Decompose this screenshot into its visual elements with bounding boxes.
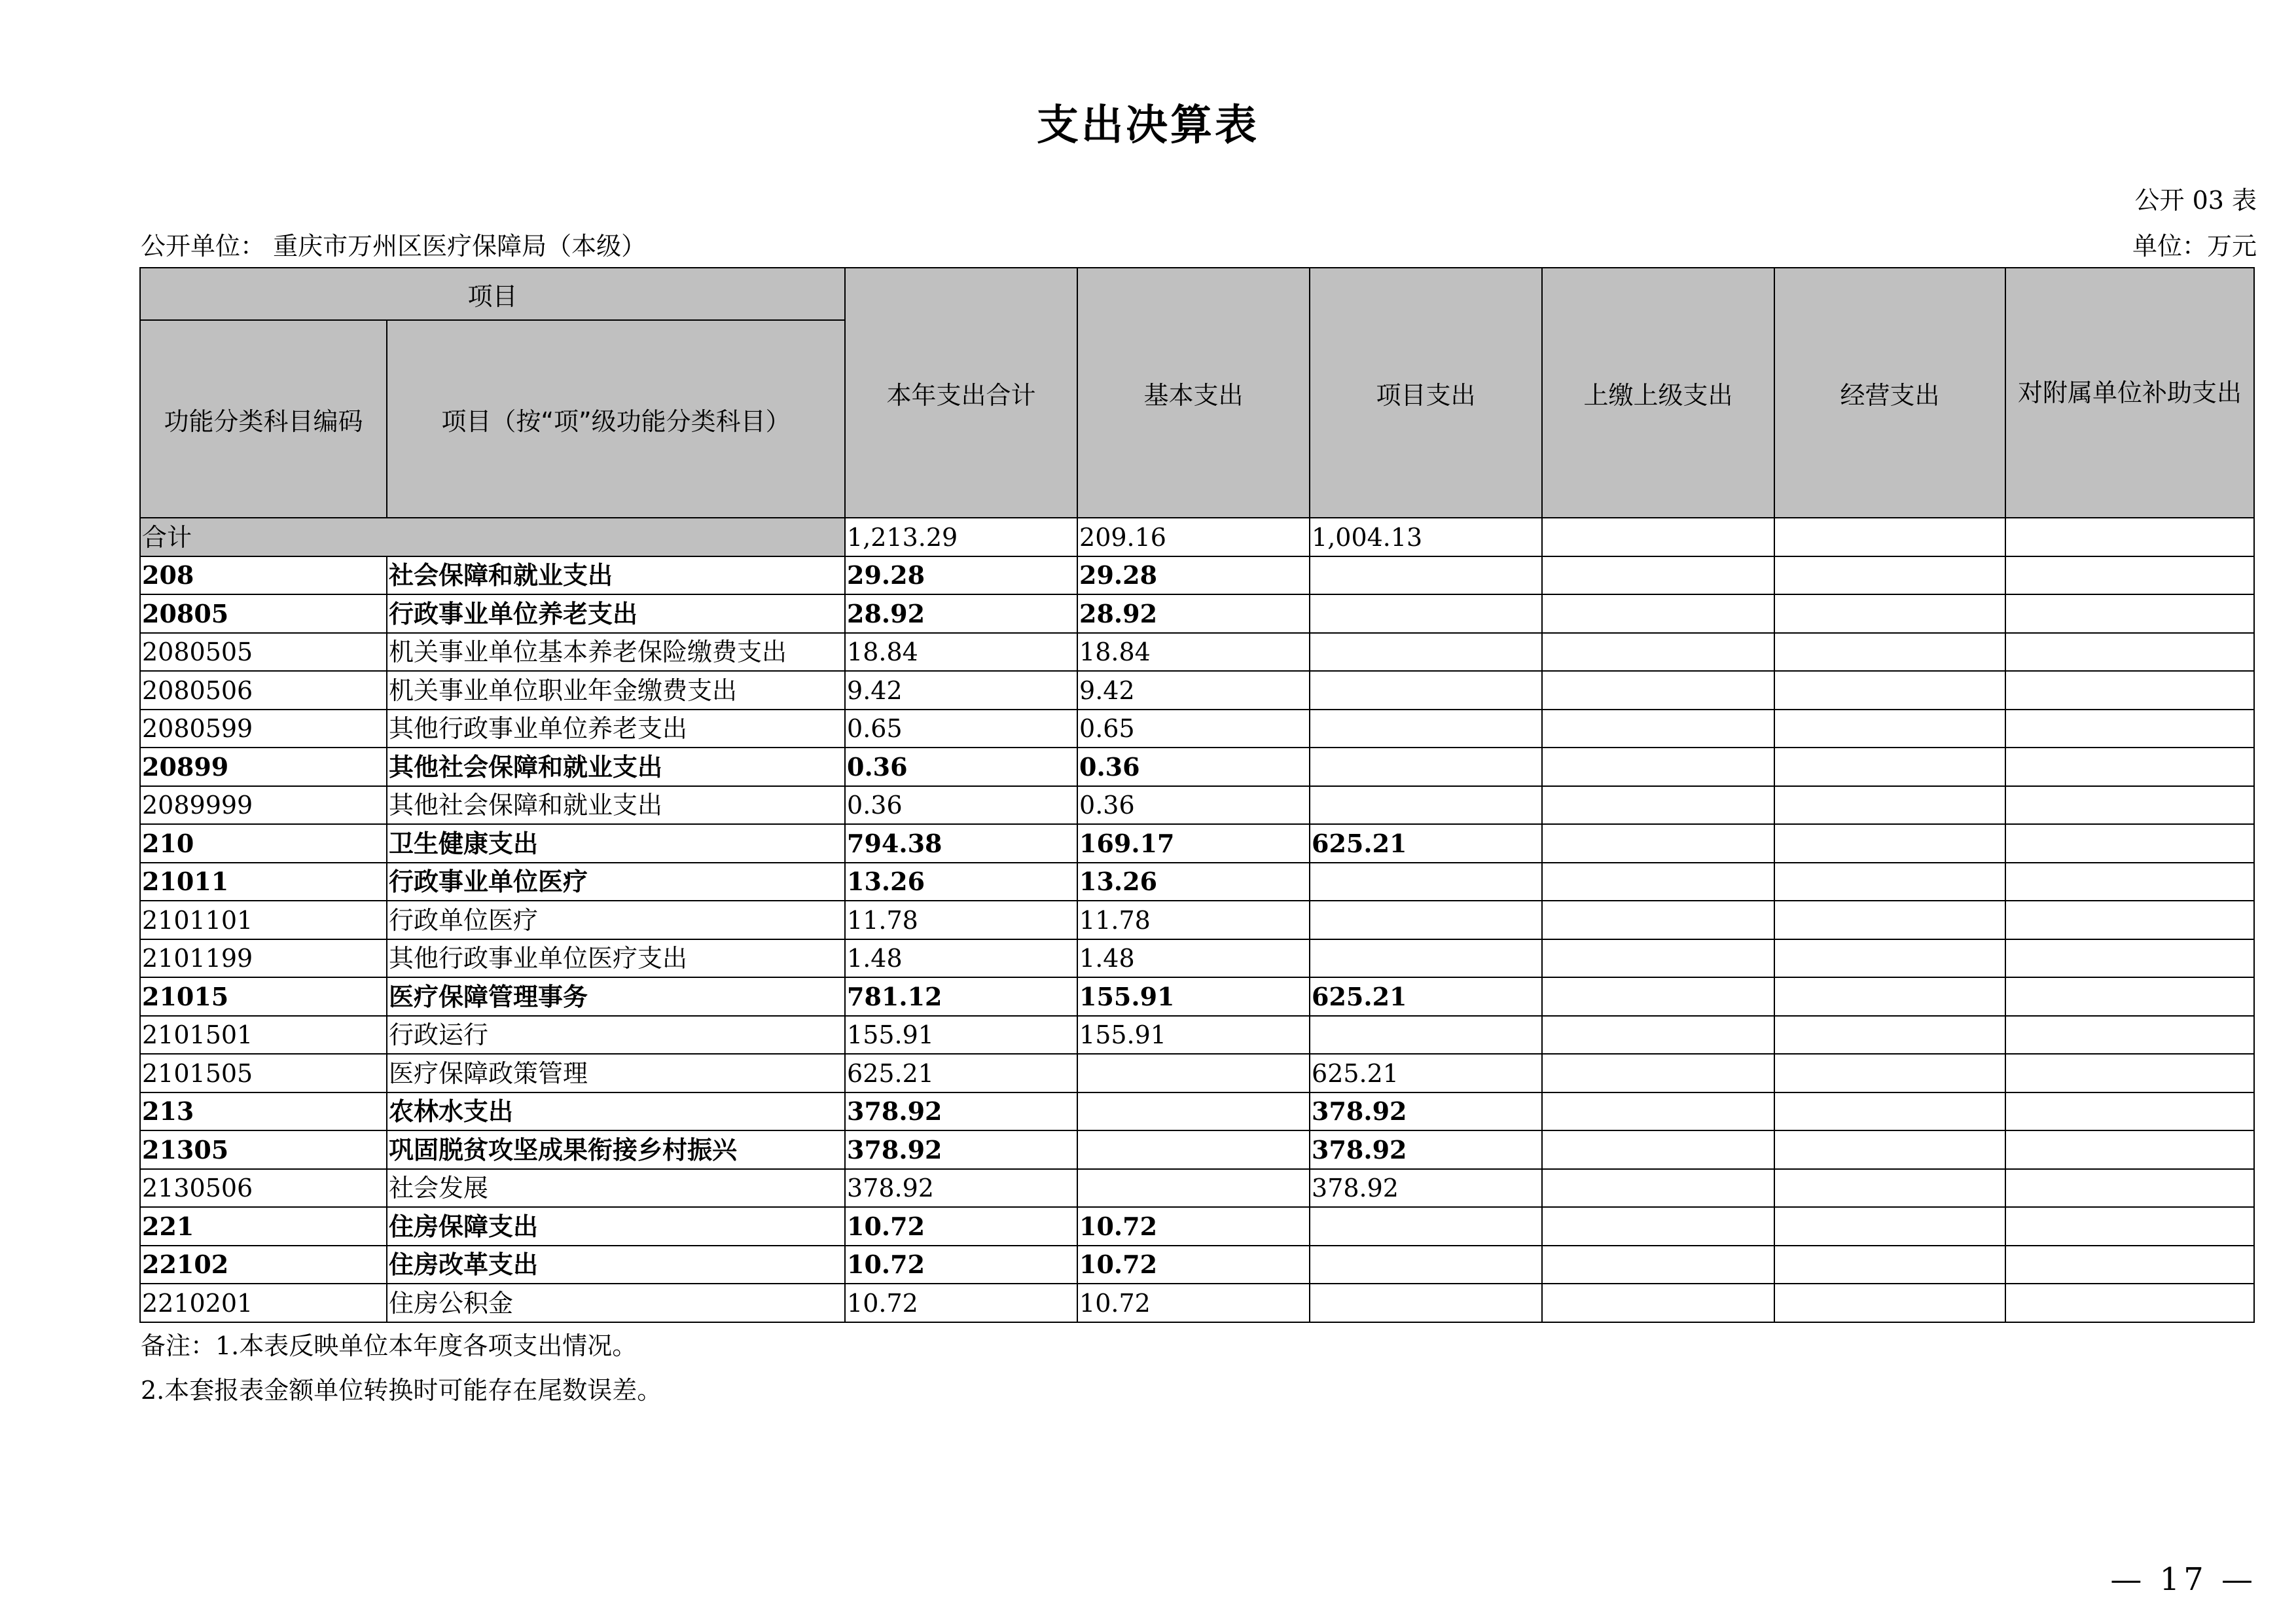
cell-name: 机关事业单位职业年金缴费支出 bbox=[387, 671, 845, 710]
cell-subsidy bbox=[2005, 556, 2254, 595]
cell-code: 21015 bbox=[140, 977, 387, 1016]
cell-basic: 155.91 bbox=[1077, 977, 1310, 1016]
cell-upper bbox=[1542, 786, 1774, 825]
cell-business bbox=[1774, 1246, 2005, 1284]
cell-project: 378.92 bbox=[1310, 1130, 1542, 1169]
cell-business bbox=[1774, 824, 2005, 863]
cell-total: 781.12 bbox=[845, 977, 1077, 1016]
cell-project bbox=[1310, 671, 1542, 710]
table-row bbox=[140, 1130, 2254, 1169]
cell-business bbox=[1774, 556, 2005, 595]
cell-project bbox=[1310, 1016, 1542, 1055]
cell-total: 28.92 bbox=[845, 594, 1077, 633]
cell-upper bbox=[1542, 901, 1774, 939]
cell-name: 住房保障支出 bbox=[387, 1207, 845, 1246]
cell-total: 1.48 bbox=[845, 939, 1077, 978]
header-total: 本年支出合计 bbox=[845, 268, 1077, 518]
total-subsidy bbox=[2005, 518, 2254, 556]
cell-code: 221 bbox=[140, 1207, 387, 1246]
cell-project bbox=[1310, 863, 1542, 901]
cell-name: 社会保障和就业支出 bbox=[387, 556, 845, 595]
cell-subsidy bbox=[2005, 671, 2254, 710]
cell-business bbox=[1774, 1169, 2005, 1208]
header-project: 项目 bbox=[140, 268, 845, 320]
cell-name: 其他社会保障和就业支出 bbox=[387, 786, 845, 825]
total-basic: 209.16 bbox=[1077, 518, 1310, 556]
cell-code: 2080599 bbox=[140, 710, 387, 748]
cell-basic: 169.17 bbox=[1077, 824, 1310, 863]
cell-subsidy bbox=[2005, 633, 2254, 672]
table-row bbox=[140, 1207, 2254, 1246]
header-subsidy: 对附属单位补助支出 bbox=[2005, 268, 2254, 518]
cell-code: 2101199 bbox=[140, 939, 387, 978]
cell-upper bbox=[1542, 977, 1774, 1016]
cell-total: 29.28 bbox=[845, 556, 1077, 595]
cell-code: 208 bbox=[140, 556, 387, 595]
cell-business bbox=[1774, 1284, 2005, 1322]
cell-upper bbox=[1542, 863, 1774, 901]
cell-basic: 13.26 bbox=[1077, 863, 1310, 901]
total-upper bbox=[1542, 518, 1774, 556]
cell-name: 住房改革支出 bbox=[387, 1246, 845, 1284]
cell-business bbox=[1774, 748, 2005, 786]
cell-subsidy bbox=[2005, 1246, 2254, 1284]
table-row bbox=[140, 710, 2254, 748]
cell-project: 378.92 bbox=[1310, 1092, 1542, 1131]
cell-upper bbox=[1542, 1016, 1774, 1055]
cell-name: 农林水支出 bbox=[387, 1092, 845, 1131]
page-title: 支出决算表 bbox=[1037, 101, 1259, 150]
table-row bbox=[140, 633, 2254, 672]
cell-total: 0.36 bbox=[845, 786, 1077, 825]
cell-name: 社会发展 bbox=[387, 1169, 845, 1208]
table-row bbox=[140, 901, 2254, 939]
cell-basic: 18.84 bbox=[1077, 633, 1310, 672]
cell-name: 行政单位医疗 bbox=[387, 901, 845, 939]
cell-basic: 0.36 bbox=[1077, 748, 1310, 786]
table-row bbox=[140, 1284, 2254, 1322]
cell-name: 巩固脱贫攻坚成果衔接乡村振兴 bbox=[387, 1130, 845, 1169]
cell-name: 医疗保障政策管理 bbox=[387, 1054, 845, 1092]
table-row bbox=[140, 671, 2254, 710]
note-1: 备注：1.本表反映单位本年度各项支出情况。 bbox=[141, 1331, 637, 1360]
header-business: 经营支出 bbox=[1774, 268, 2005, 518]
cell-total: 10.72 bbox=[845, 1246, 1077, 1284]
table-row bbox=[140, 977, 2254, 1016]
cell-project bbox=[1310, 901, 1542, 939]
cell-total: 10.72 bbox=[845, 1284, 1077, 1322]
cell-total: 155.91 bbox=[845, 1016, 1077, 1055]
table-row bbox=[140, 1092, 2254, 1131]
cell-project bbox=[1310, 939, 1542, 978]
cell-project: 378.92 bbox=[1310, 1169, 1542, 1208]
cell-total: 18.84 bbox=[845, 633, 1077, 672]
cell-name: 行政运行 bbox=[387, 1016, 845, 1055]
cell-project bbox=[1310, 1246, 1542, 1284]
cell-upper bbox=[1542, 1092, 1774, 1131]
header-code: 功能分类科目编码 bbox=[140, 320, 387, 518]
cell-basic: 10.72 bbox=[1077, 1246, 1310, 1284]
cell-subsidy bbox=[2005, 748, 2254, 786]
table-row bbox=[140, 1246, 2254, 1284]
cell-basic: 10.72 bbox=[1077, 1284, 1310, 1322]
cell-business bbox=[1774, 1054, 2005, 1092]
cell-total: 378.92 bbox=[845, 1092, 1077, 1131]
cell-subsidy bbox=[2005, 863, 2254, 901]
cell-subsidy bbox=[2005, 1130, 2254, 1169]
cell-basic bbox=[1077, 1169, 1310, 1208]
cell-name: 住房公积金 bbox=[387, 1284, 845, 1322]
cell-total: 378.92 bbox=[845, 1169, 1077, 1208]
cell-total: 13.26 bbox=[845, 863, 1077, 901]
note-2: 2.本套报表金额单位转换时可能存在尾数误差。 bbox=[141, 1376, 662, 1405]
cell-business bbox=[1774, 786, 2005, 825]
cell-business bbox=[1774, 939, 2005, 978]
cell-subsidy bbox=[2005, 824, 2254, 863]
cell-project bbox=[1310, 786, 1542, 825]
cell-subsidy bbox=[2005, 1207, 2254, 1246]
cell-basic: 10.72 bbox=[1077, 1207, 1310, 1246]
cell-project bbox=[1310, 594, 1542, 633]
cell-upper bbox=[1542, 1284, 1774, 1322]
cell-code: 210 bbox=[140, 824, 387, 863]
cell-name: 机关事业单位基本养老保险缴费支出 bbox=[387, 633, 845, 672]
currency-unit: 单位：万元 bbox=[2132, 232, 2257, 261]
cell-project bbox=[1310, 1284, 1542, 1322]
table-row bbox=[140, 556, 2254, 595]
cell-subsidy bbox=[2005, 1169, 2254, 1208]
cell-name: 行政事业单位养老支出 bbox=[387, 594, 845, 633]
reporting-unit: 公开单位： 重庆市万州区医疗保障局（本级） bbox=[141, 232, 647, 261]
cell-total: 11.78 bbox=[845, 901, 1077, 939]
total-project: 1,004.13 bbox=[1310, 518, 1542, 556]
cell-total: 0.36 bbox=[845, 748, 1077, 786]
table-row bbox=[140, 1169, 2254, 1208]
cell-business bbox=[1774, 633, 2005, 672]
cell-subsidy bbox=[2005, 1284, 2254, 1322]
cell-basic: 28.92 bbox=[1077, 594, 1310, 633]
cell-basic: 9.42 bbox=[1077, 671, 1310, 710]
cell-code: 20805 bbox=[140, 594, 387, 633]
table-row bbox=[140, 748, 2254, 786]
cell-business bbox=[1774, 710, 2005, 748]
header-upper-payment: 上缴上级支出 bbox=[1542, 268, 1774, 518]
table-row bbox=[140, 1054, 2254, 1092]
header-basic: 基本支出 bbox=[1077, 268, 1310, 518]
cell-upper bbox=[1542, 1169, 1774, 1208]
cell-upper bbox=[1542, 1130, 1774, 1169]
cell-subsidy bbox=[2005, 939, 2254, 978]
cell-subsidy bbox=[2005, 1054, 2254, 1092]
cell-project: 625.21 bbox=[1310, 824, 1542, 863]
form-number: 公开 03 表 bbox=[2134, 186, 2257, 215]
cell-upper bbox=[1542, 748, 1774, 786]
cell-upper bbox=[1542, 556, 1774, 595]
cell-project: 625.21 bbox=[1310, 1054, 1542, 1092]
cell-name: 其他社会保障和就业支出 bbox=[387, 748, 845, 786]
cell-upper bbox=[1542, 939, 1774, 978]
table-row bbox=[140, 939, 2254, 978]
cell-basic: 155.91 bbox=[1077, 1016, 1310, 1055]
cell-business bbox=[1774, 1207, 2005, 1246]
cell-code: 2210201 bbox=[140, 1284, 387, 1322]
cell-basic: 0.65 bbox=[1077, 710, 1310, 748]
cell-upper bbox=[1542, 1207, 1774, 1246]
cell-code: 2080505 bbox=[140, 633, 387, 672]
header-name: 项目（按“项”级功能分类科目） bbox=[387, 320, 845, 518]
cell-project bbox=[1310, 556, 1542, 595]
cell-subsidy bbox=[2005, 1092, 2254, 1131]
cell-upper bbox=[1542, 1246, 1774, 1284]
cell-subsidy bbox=[2005, 977, 2254, 1016]
cell-business bbox=[1774, 1016, 2005, 1055]
header-project-expenditure: 项目支出 bbox=[1310, 268, 1542, 518]
cell-basic: 11.78 bbox=[1077, 901, 1310, 939]
cell-total: 10.72 bbox=[845, 1207, 1077, 1246]
cell-name: 行政事业单位医疗 bbox=[387, 863, 845, 901]
cell-code: 2080506 bbox=[140, 671, 387, 710]
cell-project bbox=[1310, 633, 1542, 672]
cell-project bbox=[1310, 1207, 1542, 1246]
table-row bbox=[140, 824, 2254, 863]
cell-project: 625.21 bbox=[1310, 977, 1542, 1016]
cell-business bbox=[1774, 863, 2005, 901]
cell-basic: 0.36 bbox=[1077, 786, 1310, 825]
cell-upper bbox=[1542, 824, 1774, 863]
cell-basic: 29.28 bbox=[1077, 556, 1310, 595]
cell-total: 794.38 bbox=[845, 824, 1077, 863]
cell-subsidy bbox=[2005, 594, 2254, 633]
total-business bbox=[1774, 518, 2005, 556]
cell-subsidy bbox=[2005, 901, 2254, 939]
cell-basic bbox=[1077, 1054, 1310, 1092]
cell-name: 医疗保障管理事务 bbox=[387, 977, 845, 1016]
cell-basic: 1.48 bbox=[1077, 939, 1310, 978]
cell-upper bbox=[1542, 594, 1774, 633]
cell-project bbox=[1310, 748, 1542, 786]
cell-business bbox=[1774, 594, 2005, 633]
cell-subsidy bbox=[2005, 710, 2254, 748]
cell-business bbox=[1774, 1130, 2005, 1169]
cell-upper bbox=[1542, 710, 1774, 748]
cell-total: 625.21 bbox=[845, 1054, 1077, 1092]
cell-business bbox=[1774, 977, 2005, 1016]
cell-project bbox=[1310, 710, 1542, 748]
cell-name: 其他行政事业单位医疗支出 bbox=[387, 939, 845, 978]
cell-total: 378.92 bbox=[845, 1130, 1077, 1169]
cell-name: 卫生健康支出 bbox=[387, 824, 845, 863]
notes bbox=[141, 1324, 662, 1413]
total-row bbox=[140, 518, 2254, 556]
cell-name: 其他行政事业单位养老支出 bbox=[387, 710, 845, 748]
table-row bbox=[140, 786, 2254, 825]
page-number: — 17 — bbox=[2110, 1561, 2257, 1598]
cell-code: 22102 bbox=[140, 1246, 387, 1284]
cell-subsidy bbox=[2005, 1016, 2254, 1055]
table-row bbox=[140, 863, 2254, 901]
total-label: 合计 bbox=[140, 518, 845, 556]
cell-code: 2101505 bbox=[140, 1054, 387, 1092]
cell-business bbox=[1774, 1092, 2005, 1131]
cell-upper bbox=[1542, 671, 1774, 710]
cell-code: 21011 bbox=[140, 863, 387, 901]
table-row bbox=[140, 594, 2254, 633]
cell-code: 2101101 bbox=[140, 901, 387, 939]
total-amount: 1,213.29 bbox=[845, 518, 1077, 556]
cell-total: 0.65 bbox=[845, 710, 1077, 748]
cell-code: 20899 bbox=[140, 748, 387, 786]
expenditure-table bbox=[139, 267, 2255, 1323]
cell-business bbox=[1774, 901, 2005, 939]
cell-code: 21305 bbox=[140, 1130, 387, 1169]
cell-code: 2130506 bbox=[140, 1169, 387, 1208]
cell-total: 9.42 bbox=[845, 671, 1077, 710]
cell-code: 2101501 bbox=[140, 1016, 387, 1055]
cell-upper bbox=[1542, 1054, 1774, 1092]
cell-basic bbox=[1077, 1130, 1310, 1169]
cell-business bbox=[1774, 671, 2005, 710]
cell-code: 2089999 bbox=[140, 786, 387, 825]
table-row bbox=[140, 1016, 2254, 1055]
cell-subsidy bbox=[2005, 786, 2254, 825]
cell-code: 213 bbox=[140, 1092, 387, 1131]
cell-basic bbox=[1077, 1092, 1310, 1131]
cell-upper bbox=[1542, 633, 1774, 672]
